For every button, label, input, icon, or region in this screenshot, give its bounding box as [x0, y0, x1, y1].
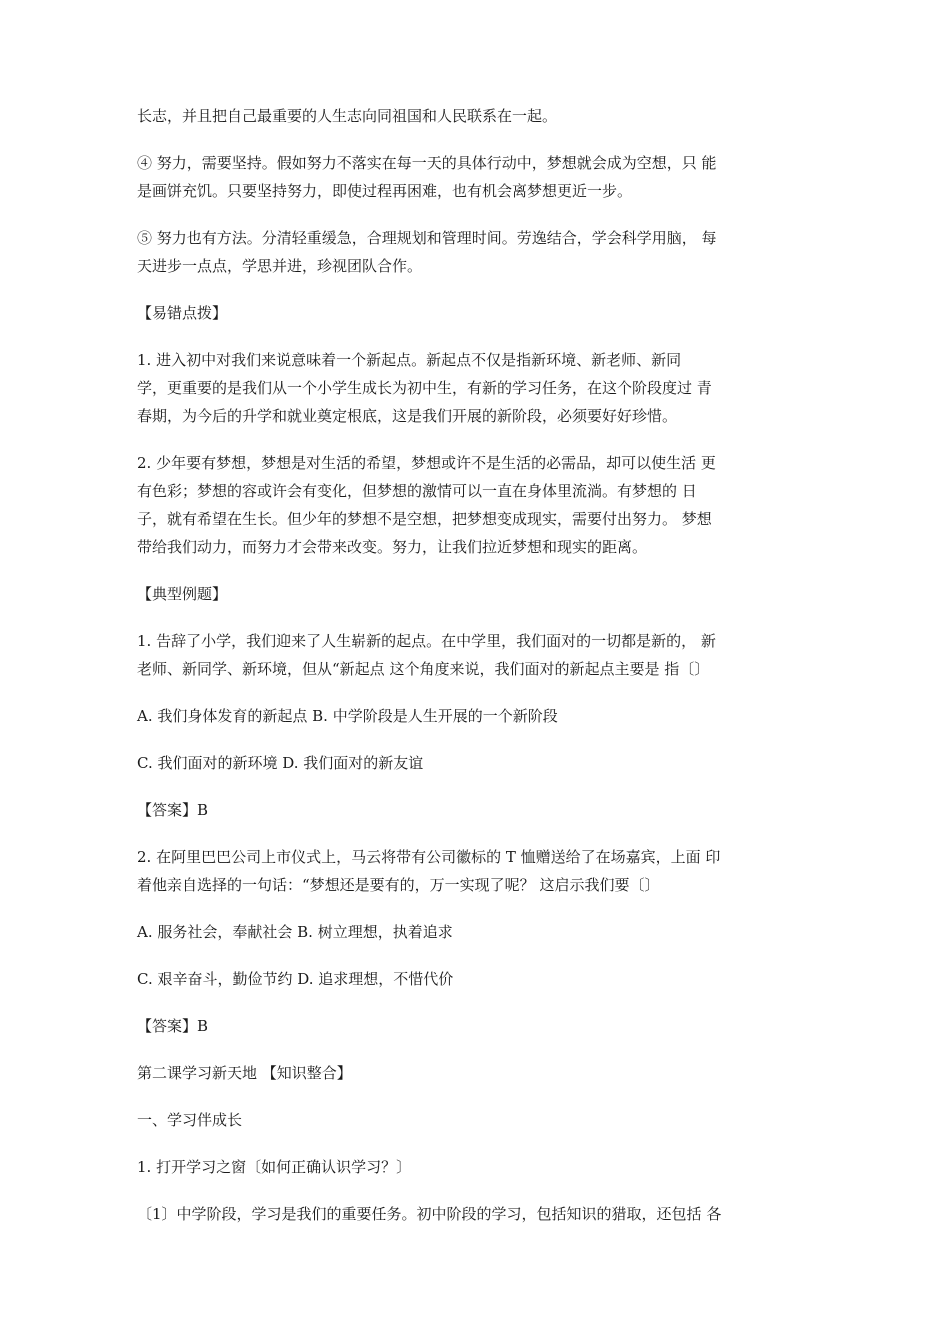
paragraph-5: [137, 346, 815, 430]
question-1-answer: [137, 796, 815, 824]
text-line: C. 我们面对的新环境 D. 我们面对的新友谊: [137, 754, 424, 772]
text-line: 2. 少年要有梦想，梦想是对生活的希望，梦想或许不是生活的必需品，却可以使生活 更: [137, 454, 716, 472]
text-line: 〔1〕中学阶段，学习是我们的重要任务。初中阶段的学习，包括知识的猎取，还包括 各: [137, 1205, 722, 1223]
text-line: 老师、新同学、新环境，但从“新起点 这个角度来说，我们面对的新起点主要是 指〔〕: [137, 660, 710, 678]
question-2: [137, 843, 815, 899]
text-line: 【典型例题】: [137, 585, 228, 603]
text-line: A. 我们身体发育的新起点 B. 中学阶段是人生开展的一个新阶段: [137, 707, 558, 725]
text-line: 1. 进入初中对我们来说意味着一个新起点。新起点不仅是指新环境、新老师、新同: [137, 351, 682, 369]
text-line: ④ 努力，需要坚持。假如努力不落实在每一天的具体行动中，梦想就会成为空想，只 能: [137, 154, 717, 172]
text-line: 1. 打开学习之窗〔如何正确认识学习？〕: [137, 1158, 412, 1176]
text-line: 2. 在阿里巴巴公司上市仪式上，马云将带有公司徽标的 T 恤赠送给了在场嘉宾，上面 印: [137, 848, 721, 866]
text-line: 【答案】B: [137, 1017, 209, 1035]
text-line: 1. 告辞了小学，我们迎来了人生崭新的起点。在中学里，我们面对的一切都是新的， 新: [137, 632, 716, 650]
paragraph-3: [137, 224, 815, 280]
text-line: 是画饼充饥。只要坚持努力，即使过程再困难，也有机会离梦想更近一步。: [137, 182, 633, 200]
section-heading-learning: [137, 1106, 815, 1134]
question-1: [137, 627, 815, 683]
paragraph-1: [137, 102, 815, 130]
question-2-answer: [137, 1012, 815, 1040]
paragraph-2: [137, 149, 815, 205]
question-1-options-cd: [137, 749, 815, 777]
question-2-options-ab: [137, 918, 815, 946]
text-line: 长志，并且把自己最重要的人生志向同祖国和人民联系在一起。: [137, 107, 558, 125]
text-line: 第二课学习新天地 【知识整合】: [137, 1064, 352, 1082]
text-line: 子，就有希望在生长。但少年的梦想不是空想，把梦想变成现实，需要付出努力。 梦想: [137, 510, 712, 528]
lesson-2-heading: [137, 1059, 815, 1087]
paragraph-6: [137, 449, 815, 561]
text-line: 带给我们动力，而努力才会带来改变。努力，让我们拉近梦想和现实的距离。: [137, 538, 648, 556]
text-line: A. 服务社会，奉献社会 B. 树立理想，执着追求: [137, 923, 453, 941]
text-line: 【答案】B: [137, 801, 209, 819]
text-line: ⑤ 努力也有方法。分清轻重缓急，合理规划和管理时间。劳逸结合，学会科学用脑， 每: [137, 229, 717, 247]
paragraph-19: [137, 1200, 815, 1228]
text-line: 着他亲自选择的一句话：“梦想还是要有的，万一实现了呢？ 这启示我们要〔〕: [137, 876, 660, 894]
section-heading-typical-examples: [137, 580, 815, 608]
text-line: C. 艰辛奋斗，勤俭节约 D. 追求理想，不惜代价: [137, 970, 454, 988]
subsection-heading: [137, 1153, 815, 1181]
text-line: 天进步一点点，学思并进，珍视团队合作。: [137, 257, 423, 275]
document-page: [137, 102, 815, 1247]
question-2-options-cd: [137, 965, 815, 993]
text-line: 有色彩；梦想的容或许会有变化，但梦想的激情可以一直在身体里流淌。有梦想的 日: [137, 482, 697, 500]
text-line: 学，更重要的是我们从一个小学生成长为初中生，有新的学习任务，在这个阶段度过 青: [137, 379, 712, 397]
question-1-options-ab: [137, 702, 815, 730]
text-line: 春期，为今后的升学和就业奠定根底，这是我们开展的新阶段，必须要好好珍惜。: [137, 407, 678, 425]
section-heading-common-mistakes: [137, 299, 815, 327]
text-line: 【易错点拨】: [137, 304, 228, 322]
text-line: 一、学习伴成长: [137, 1111, 243, 1129]
